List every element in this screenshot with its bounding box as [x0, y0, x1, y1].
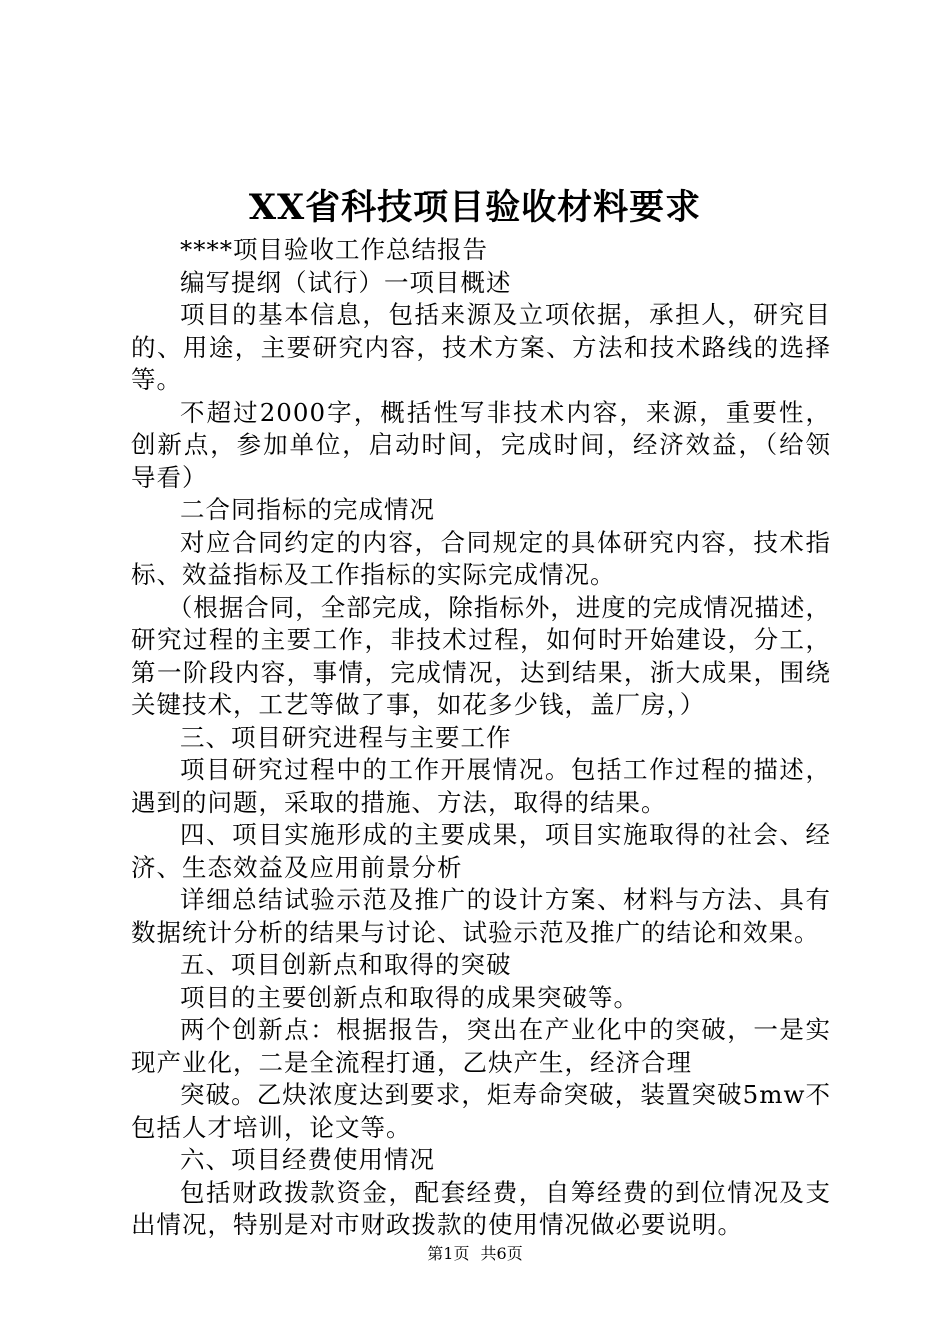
paragraph-word-limit: 不超过2000字，概括性写非技术内容，来源，重要性，创新点，参加单位，启动时间，完成时间，经济效益，（给领导看） [131, 397, 831, 492]
page-total: 共6页 [480, 1244, 523, 1263]
paragraph-contract-notes: （根据合同，全部完成，除指标外，进度的完成情况描述，研究过程的主要工作，非技术过程，如何时开始建设，分工，第一阶段内容，事情，完成情况，达到结果，浙大成果，围绕关键技术，工艺等做了事，如花多少钱，盖厂房，） [131, 592, 831, 719]
page-number: 第1页 [427, 1244, 470, 1263]
paragraph-research-process: 项目研究过程中的工作开展情况。包括工作过程的描述，遇到的问题，采取的措施、方法，取得的结果。 [131, 755, 831, 817]
paragraph-funding-details: 包括财政拨款资金，配套经费，自筹经费的到位情况及支出情况，特别是对市财政拨款的使用情况做必要说明。 [131, 1177, 831, 1239]
paragraph-two-innovations: 两个创新点：根据报告，突出在产业化中的突破，一是实现产业化，二是全流程打通，乙炔产生，经济合理 [131, 1015, 831, 1077]
page-footer [0, 1242, 950, 1266]
section-heading-research-progress: 三、项目研究进程与主要工作 [180, 722, 512, 752]
section-heading-contract-indicators: 二合同指标的完成情况 [180, 495, 435, 524]
section-heading-innovation: 五、项目创新点和取得的突破 [180, 950, 512, 979]
paragraph-results-summary: 详细总结试验示范及推广的设计方案、材料与方法、具有数据统计分析的结果与讨论、试验示范及推广的结论和效果。 [131, 885, 831, 947]
paragraph-breakthrough: 突破。乙炔浓度达到要求，炬寿命突破，装置突破5mw不包括人才培训，论文等。 [131, 1080, 831, 1142]
paragraph-innovation-points: 项目的主要创新点和取得的成果突破等。 [180, 982, 639, 1012]
paragraph-outline-heading: 编写提纲（试行）一项目概述 [180, 267, 512, 297]
section-heading-main-results: 四、项目实施形成的主要成果，项目实施取得的社会、经济、生态效益及应用前景分析 [131, 820, 831, 882]
paragraph-contract-content: 对应合同约定的内容，合同规定的具体研究内容，技术指标、效益指标及工作指标的实际完成情况。 [131, 527, 831, 589]
paragraph-basic-info: 项目的基本信息，包括来源及立项依据，承担人，研究目的、用途，主要研究内容，技术方案、方法和技术路线的选择等。 [131, 300, 831, 394]
section-heading-funding: 六、项目经费使用情况 [180, 1145, 435, 1174]
document-title: XX省科技项目验收材料要求 [248, 187, 702, 228]
paragraph-report-heading: ****项目验收工作总结报告 [180, 235, 488, 264]
document-body [131, 234, 831, 1242]
